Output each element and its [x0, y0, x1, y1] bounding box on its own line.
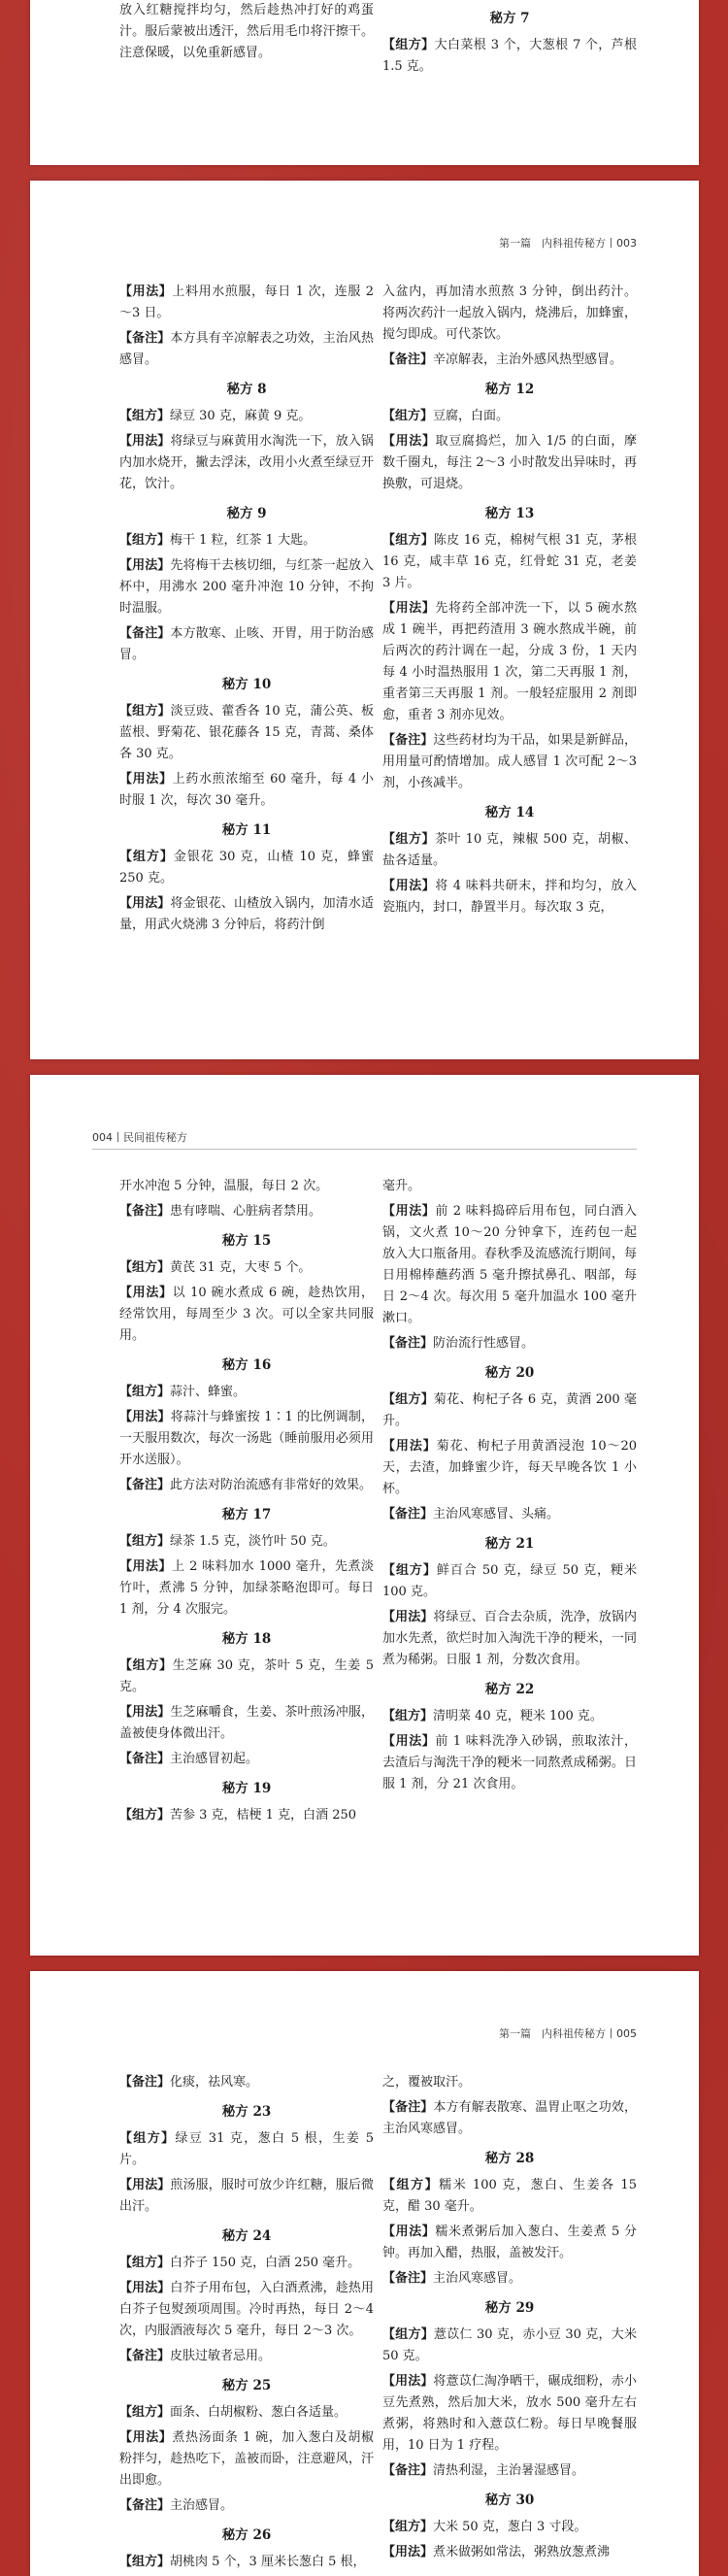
paragraph	[119, 1382, 374, 1403]
recipe-title: 秘方 25	[221, 2378, 272, 2393]
paragraph-text: 皮肤过敏者忌用。	[170, 2349, 272, 2363]
section-tag: 【组方】	[119, 704, 171, 719]
recipe-title: 秘方 9	[226, 506, 267, 521]
right-column	[382, 1176, 637, 1830]
paragraph	[382, 1731, 637, 1795]
recipe-title: 秘方 18	[221, 1631, 272, 1647]
section-tag: 【组方】	[119, 1260, 171, 1275]
paragraph-text: 生芝麻 30 克，茶叶 5 克，生姜 5 克。	[119, 1658, 374, 1694]
section-tag: 【组方】	[119, 1808, 171, 1823]
paragraph-text: 开水冲泡 5 分钟，温服，每日 2 次。	[119, 1179, 329, 1193]
paragraph-text: 陈皮 16 克，棉树气根 31 克，茅根 16 克，咸丰草 16 克，红骨蛇 31 克，老姜 3 片。	[382, 533, 637, 590]
paragraph	[382, 1504, 637, 1525]
paragraph-text: 茶叶 10 克，辣椒 500 克，胡椒、盐各适量。	[382, 832, 637, 868]
section-tag: 【组方】	[382, 38, 435, 52]
paragraph-text: 主治感冒。	[170, 2498, 234, 2513]
paragraph-text: 上 2 味料加水 1000 毫升，先煮淡竹叶，煮沸 5 分钟，加绿茶略泡即可。每日 1 剂，分 4 次服完。	[119, 1559, 374, 1617]
page-columns	[119, 1176, 637, 1830]
paragraph	[382, 1389, 637, 1432]
section-tag: 【备注】	[382, 2271, 434, 2286]
paragraph	[119, 2495, 374, 2517]
recipe-title: 秘方 16	[221, 1357, 272, 1373]
section-tag: 【用法】	[382, 1204, 436, 1219]
section-tag: 【组方】	[382, 1563, 437, 1578]
recipe-title: 秘方 26	[221, 2527, 272, 2543]
paragraph-text: 绿豆 31 克，葱白 5 根，生姜 5 片。	[119, 2131, 374, 2167]
section-tag: 【备注】	[382, 733, 434, 748]
section-tag: 【备注】	[119, 1204, 171, 1219]
paragraph	[119, 623, 374, 666]
section-tag: 【组方】	[119, 1534, 171, 1549]
section-tag: 【用法】	[119, 2430, 173, 2445]
paragraph	[382, 829, 637, 872]
section-tag: 【组方】	[382, 832, 436, 847]
recipe-title: 秘方 12	[484, 382, 535, 397]
paragraph-text: 上药水煎浓缩至 60 毫升，每 4 小时服 1 次，每次 30 毫升。	[119, 772, 374, 808]
paragraph-text: 化痰，祛风寒。	[170, 2075, 259, 2090]
paragraph	[119, 2402, 374, 2424]
section-tag: 【用法】	[119, 1286, 173, 1300]
paragraph-text: 煮热汤面条 1 碗，加入葱白及胡椒粉拌匀，趁热吃下，盖被而卧，注意避风，汗出即愈。	[119, 2430, 374, 2488]
paragraph	[119, 0, 374, 64]
section-tag: 【备注】	[382, 2100, 434, 2115]
paragraph-text: 绿茶 1.5 克，淡竹叶 50 克。	[170, 1534, 336, 1549]
paragraph	[119, 530, 374, 552]
paragraph	[119, 1749, 374, 1770]
paragraph-text: 清热利湿，主治暑湿感冒。	[433, 2463, 585, 2478]
paragraph	[119, 555, 374, 619]
section-tag: 【备注】	[382, 1336, 434, 1351]
paragraph-text: 菊花、枸杞子各 6 克，黄酒 200 毫升。	[382, 1392, 637, 1428]
paragraph	[119, 2175, 374, 2218]
running-head: 第一篇 内科祖传秘方丨005	[499, 2027, 637, 2040]
paragraph-text: 梅干 1 粒，红茶 1 大匙。	[170, 533, 316, 548]
paragraph	[382, 1333, 637, 1355]
section-tag: 【备注】	[382, 2463, 434, 2478]
paragraph-text: 将金银花、山楂放入锅内，加清水适量，用武火烧沸 3 分钟后，将药汁倒	[119, 896, 374, 932]
page-columns	[119, 0, 637, 82]
paragraph-text: 鲜百合 50 克，绿豆 50 克，粳米 100 克。	[382, 1563, 637, 1599]
section-tag: 【用法】	[382, 1734, 436, 1749]
recipe-title: 秘方 17	[221, 1507, 272, 1522]
recipe-title: 秘方 22	[484, 1682, 535, 1697]
paragraph	[119, 431, 374, 495]
paragraph	[382, 2175, 637, 2218]
paragraph	[119, 328, 374, 371]
section-tag: 【用法】	[382, 1439, 437, 1454]
paragraph	[119, 1257, 374, 1279]
paragraph	[382, 2097, 637, 2140]
section-tag: 【用法】	[119, 1559, 173, 1574]
recipe-title: 秘方 11	[221, 822, 272, 838]
paragraph-text: 将薏苡仁淘净晒干，碾成细粉，赤小豆先煮熟，然后加大米，放水 500 毫升左右煮粥，将熟时和入薏苡仁粉。每日早晚餐服用，10 日为 1 疗程。	[382, 2374, 637, 2453]
recipe-title: 秘方 20	[484, 1365, 535, 1381]
paragraph-text: 上料用水煎服，每日 1 次，连服 2～3 日。	[119, 284, 374, 320]
paragraph-text: 金银花 30 克，山楂 10 克，蜂蜜 250 克。	[119, 850, 374, 886]
paragraph	[119, 2253, 374, 2274]
section-tag: 【组方】	[382, 533, 434, 548]
paragraph	[119, 1556, 374, 1621]
paragraph	[119, 1531, 374, 1553]
paragraph	[382, 530, 637, 594]
paragraph	[382, 2222, 637, 2264]
paragraph-text: 主治感冒初起。	[170, 1752, 259, 1766]
section-tag: 【用法】	[382, 434, 436, 449]
paragraph-text: 薏苡仁 30 克，赤小豆 30 克，大米 50 克。	[382, 2327, 637, 2363]
paragraph-text: 豆腐，白面。	[433, 409, 510, 423]
paragraph-text: 生芝麻嚼食，生姜、茶叶煎汤冲服，盖被使身体微出汗。	[119, 1705, 374, 1741]
paragraph	[382, 1560, 637, 1603]
book-page-2	[30, 181, 699, 1059]
paragraph	[382, 2371, 637, 2457]
section-tag: 【用法】	[119, 434, 171, 449]
paragraph-text: 本方有解表散寒、温胃止呕之功效，主治风寒感冒。	[382, 2100, 637, 2136]
paragraph	[119, 1176, 374, 1197]
section-tag: 【备注】	[382, 352, 434, 367]
recipe-title: 秘方 10	[221, 677, 272, 692]
paragraph-text: 胡桃肉 5 个，3 厘米长葱白 5 根，	[170, 2555, 366, 2569]
paragraph	[119, 1702, 374, 1745]
paragraph	[382, 2542, 637, 2563]
recipe-title: 秘方 15	[221, 1233, 272, 1249]
section-tag: 【用法】	[382, 2374, 434, 2389]
paragraph-text: 蒜汁、蜂蜜。	[170, 1385, 247, 1399]
recipe-title: 秘方 13	[484, 506, 535, 521]
paragraph	[382, 598, 637, 726]
section-tag: 【备注】	[119, 331, 171, 346]
recipe-title: 秘方 7	[489, 11, 530, 26]
paragraph-text: 白芥子 150 克，白酒 250 毫升。	[170, 2256, 361, 2270]
section-tag: 【用法】	[119, 772, 173, 786]
paragraph-text: 本方具有辛凉解表之功效，主治风热感冒。	[119, 331, 374, 367]
paragraph-text: 绿豆 30 克，麻黄 9 克。	[170, 409, 312, 423]
paragraph-text: 白芥子用布包，入白酒煮沸，趁热用白芥子包熨颈项周围。冷时再热，每日 2～4 次，内服酒液每次 5 毫升，每日 2～3 次。	[119, 2281, 374, 2338]
paragraph-text: 菊花、枸杞子用黄酒浸泡 10～20 天，去渣，加蜂蜜少许，每天早晚各饮 1 小杯。	[382, 1439, 637, 1496]
paragraph-text: 糯米 100 克，葱白、生姜各 15 克，醋 30 毫升。	[382, 2178, 637, 2214]
paragraph-text: 先将药全部冲洗一下，以 5 碗水熬成 1 碗半，再把药渣用 3 碗水熬成半碗，前后两次的药汁调在一起，分成 3 份，1 天内每 4 小时温热服用 1 次，第二天再服 1 剂，重者第三天再服 1 剂。一般轻症服用 2 剂即愈，重者 3 剂亦见效。	[382, 601, 637, 722]
section-tag: 【组方】	[382, 2327, 434, 2342]
section-tag: 【组方】	[119, 533, 171, 548]
paragraph-text: 以 10 碗水煮成 6 碗，趁热饮用，经常饮用，每周至少 3 次。可以全家共同服用。	[119, 1286, 374, 1343]
section-tag: 【组方】	[119, 2555, 171, 2569]
paragraph-text: 此方法对防治流感有非常好的效果。	[170, 1478, 373, 1492]
section-tag: 【用法】	[119, 2281, 171, 2295]
section-tag: 【用法】	[119, 896, 171, 911]
left-column	[119, 282, 374, 940]
paragraph	[382, 431, 637, 495]
section-tag: 【组方】	[382, 1392, 434, 1407]
paragraph-text: 取豆腐捣烂，加入 1/5 的白面，摩数千圈丸，每注 2～3 小时散发出异味时，再换敷，可退烧。	[382, 434, 637, 491]
paragraph	[382, 1201, 637, 1329]
paragraph	[382, 1706, 637, 1727]
section-tag: 【用法】	[382, 601, 436, 616]
paragraph-text: 煎汤服，服时可放少许红糖，服后微出汗。	[119, 2178, 374, 2214]
paragraph-text: 毫升。	[382, 1179, 421, 1193]
paragraph	[382, 730, 637, 794]
book-page-1	[30, 0, 699, 165]
section-tag: 【用法】	[119, 558, 171, 573]
running-head: 004丨民间祖传秘方	[92, 1131, 187, 1144]
paragraph-text: 辛凉解表，主治外感风热型感冒。	[433, 352, 623, 367]
section-tag: 【备注】	[119, 1752, 171, 1766]
paragraph	[119, 847, 374, 889]
paragraph-text: 将绿豆、百合去杂质，洗净，放锅内加水先煮，欲烂时加入淘洗干净的粳米，一同煮为稀粥。日服 1 剂，分数次食用。	[382, 1610, 637, 1667]
paragraph-text: 放入红糖搅拌均匀，然后趁热冲打好的鸡蛋汁。服后蒙被出透汗，然后用毛巾将汗擦干。注意保暖，以免重新感冒。	[119, 3, 374, 60]
section-tag: 【组方】	[382, 1709, 434, 1723]
page-columns	[119, 2072, 637, 2576]
section-tag: 【组方】	[119, 409, 171, 423]
running-head: 第一篇 内科祖传秘方丨003	[499, 237, 637, 250]
paragraph	[382, 350, 637, 371]
section-tag: 【用法】	[382, 2545, 434, 2559]
recipe-title: 秘方 28	[484, 2151, 535, 2166]
paragraph-text: 糯米煮粥后加入葱白、生姜煮 5 分钟。再加入醋，热服，盖被发汗。	[382, 2225, 637, 2260]
paragraph	[119, 2128, 374, 2171]
paragraph	[382, 2325, 637, 2367]
recipe-title: 秘方 8	[226, 382, 267, 397]
recipe-title: 秘方 19	[221, 1781, 272, 1796]
recipe-title: 秘方 23	[221, 2104, 272, 2120]
recipe-title: 秘方 14	[484, 805, 535, 820]
section-tag: 【用法】	[119, 284, 173, 299]
recipe-title: 秘方 21	[484, 1536, 535, 1552]
section-tag: 【组方】	[119, 850, 174, 864]
right-column	[382, 0, 637, 82]
paragraph-text: 前 1 味料洗净入砂锅，煎取浓汁，去渣后与淘洗干净的粳米一同熬煮成稀粥。日服 1 剂，分 21 次食用。	[382, 1734, 637, 1791]
paragraph	[382, 35, 637, 78]
section-tag: 【组方】	[119, 1658, 173, 1673]
paragraph-text: 苦参 3 克，桔梗 1 克，白酒 250	[170, 1808, 357, 1823]
paragraph	[382, 2268, 637, 2290]
section-tag: 【组方】	[382, 2178, 440, 2192]
paragraph-text: 煮米做粥如常法，粥熟放葱煮沸	[433, 2545, 611, 2559]
section-tag: 【组方】	[119, 1385, 171, 1399]
paragraph-text: 主治风寒感冒、头痛。	[433, 1507, 560, 1522]
paragraph	[119, 1201, 374, 1222]
section-tag: 【备注】	[382, 1507, 434, 1522]
paragraph	[382, 406, 637, 427]
recipe-title: 秘方 29	[484, 2300, 535, 2316]
recipe-title: 秘方 30	[484, 2492, 535, 2508]
paragraph	[382, 1436, 637, 1500]
paragraph	[119, 701, 374, 765]
paragraph	[119, 769, 374, 812]
paragraph	[382, 282, 637, 346]
paragraph-text: 面条、白胡椒粉、葱白各适量。	[170, 2405, 347, 2420]
paragraph	[119, 2427, 374, 2492]
paragraph	[382, 2072, 637, 2093]
paragraph-text: 清明菜 40 克，粳米 100 克。	[433, 1709, 603, 1723]
paragraph-text: 入盆内，再加清水煎熬 3 分钟，倒出药汁。将两次药汁一起放入锅内，烧沸后，加蜂蜜，搅匀即成。可代茶饮。	[382, 284, 637, 342]
paragraph	[119, 2552, 374, 2573]
section-tag: 【组方】	[119, 2405, 171, 2420]
paragraph	[119, 1283, 374, 1347]
section-tag: 【备注】	[119, 2349, 171, 2363]
paragraph	[382, 876, 637, 919]
paragraph-text: 主治风寒感冒。	[433, 2271, 522, 2286]
paragraph	[119, 2346, 374, 2367]
section-tag: 【用法】	[119, 2178, 171, 2192]
paragraph-text: 将蒜汁与蜂蜜按 1∶1 的比例调制，一天服用数次，每次一汤匙（睡前服用必须用开水送服）。	[119, 1410, 374, 1467]
paragraph	[382, 2460, 637, 2482]
section-tag: 【用法】	[119, 1410, 171, 1424]
paragraph	[119, 893, 374, 936]
paragraph	[119, 282, 374, 324]
recipe-title: 秘方 24	[221, 2228, 272, 2244]
section-tag: 【备注】	[119, 626, 171, 641]
right-column	[382, 2072, 637, 2576]
paragraph-text: 患有哮喘、心脏病者禁用。	[170, 1204, 322, 1219]
section-tag: 【用法】	[382, 1610, 434, 1624]
section-tag: 【用法】	[119, 1705, 171, 1720]
paragraph-text: 防治流行性感冒。	[433, 1336, 535, 1351]
section-tag: 【备注】	[119, 2498, 171, 2513]
book-page-3	[30, 1075, 699, 1956]
page-columns	[119, 282, 637, 940]
left-column	[119, 2072, 374, 2576]
paragraph-text: 大白菜根 3 个，大葱根 7 个，芦根 1.5 克。	[382, 38, 637, 74]
paragraph	[119, 1805, 374, 1826]
paragraph	[119, 2072, 374, 2093]
paragraph	[382, 1607, 637, 1671]
section-tag: 【组方】	[382, 409, 434, 423]
paragraph	[119, 1407, 374, 1471]
left-column	[119, 1176, 374, 1830]
paragraph-text: 本方散寒、止咳、开胃，用于防治感冒。	[119, 626, 374, 662]
paragraph	[119, 1656, 374, 1698]
section-tag: 【用法】	[382, 879, 436, 893]
paragraph-text: 大米 50 克，葱白 3 寸段。	[433, 2520, 587, 2534]
section-tag: 【组方】	[119, 2131, 176, 2146]
right-column	[382, 282, 637, 940]
paragraph-text: 将绿豆与麻黄用水淘洗一下，放入锅内加水烧开，撇去浮沫，改用小火煮至绿豆开花，饮汁。	[119, 434, 374, 491]
book-page-4	[30, 1971, 699, 2576]
paragraph	[382, 2517, 637, 2538]
section-tag: 【备注】	[119, 1478, 171, 1492]
paragraph-text: 将 4 味料共研末，拌和均匀，放入瓷瓶内，封口，静置半月。每次取 3 克，	[382, 879, 637, 915]
paragraph-text: 前 2 味料捣碎后用布包，同白酒入锅，文火煮 10～20 分钟拿下，连药包一起放入大口瓶备用。春秋季及流感流行期间，每日用棉棒蘸药酒 5 毫升擦拭鼻孔、咽部，每日 2～4 次。每次用 5 毫升加温水 100 毫升漱口。	[382, 1204, 637, 1325]
paragraph	[119, 1475, 374, 1496]
paragraph-text: 先将梅干去核切细，与红茶一起放入杯中，用沸水 200 毫升冲泡 10 分钟，不拘时温服。	[119, 558, 374, 616]
header-rule	[92, 1149, 637, 1150]
section-tag: 【组方】	[119, 2256, 171, 2270]
paragraph-text: 黄芪 31 克，大枣 5 个。	[170, 1260, 312, 1275]
left-column	[119, 0, 374, 82]
section-tag: 【组方】	[382, 2520, 434, 2534]
paragraph-text: 这些药材均为干品，如果是新鲜品，用用量可酌情增加。成人感冒 1 次可配 2～3 剂，小孩减半。	[382, 733, 637, 790]
paragraph	[382, 1176, 637, 1197]
paragraph-text: 淡豆豉、藿香各 10 克，蒲公英、板蓝根、野菊花、银花藤各 15 克，青蒿、桑体各 30 克。	[119, 704, 374, 761]
section-tag: 【用法】	[382, 2225, 436, 2239]
section-tag: 【备注】	[119, 2075, 171, 2090]
paragraph	[119, 406, 374, 427]
paragraph	[119, 2278, 374, 2342]
paragraph-text: 之，覆被取汗。	[382, 2075, 472, 2090]
